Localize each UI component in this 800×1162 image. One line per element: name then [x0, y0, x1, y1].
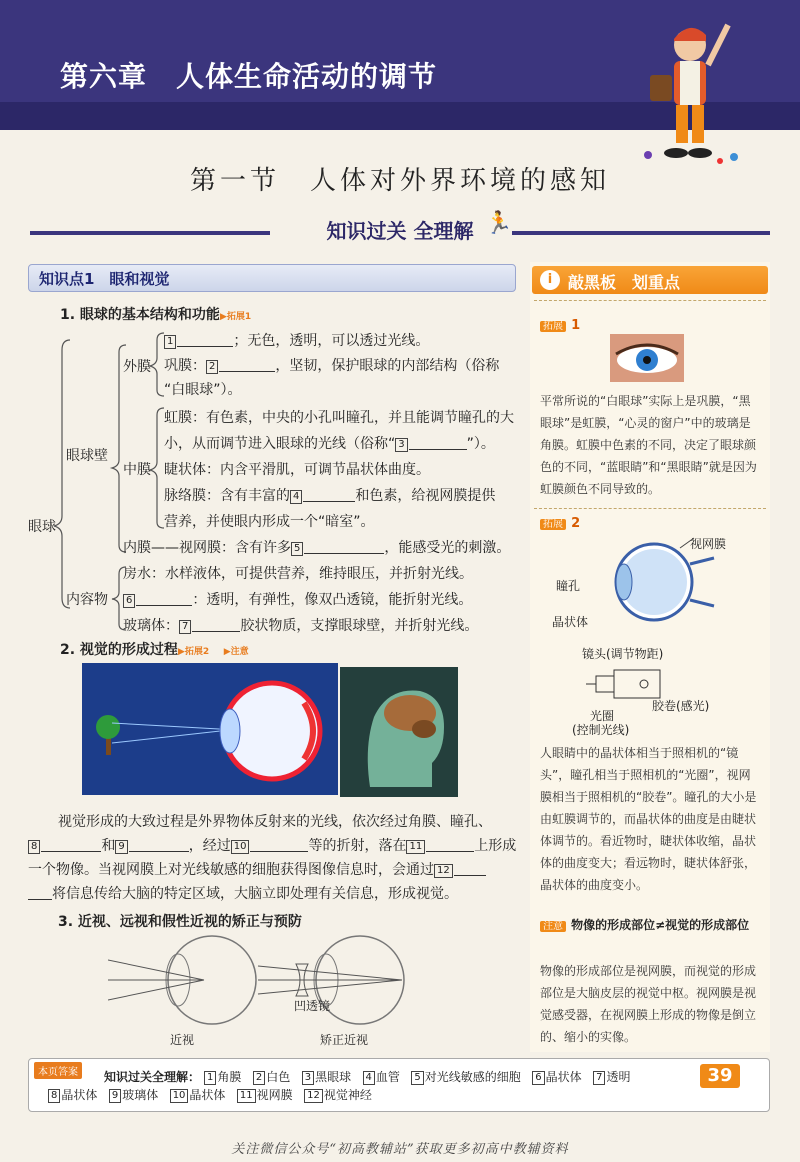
line-choroid-2: 营养，并使眼内形成一个“暗室”。: [164, 514, 375, 530]
answer-blank-12[interactable]: [454, 875, 486, 876]
answer-blank-10[interactable]: [250, 851, 308, 852]
answer-blank-9[interactable]: [129, 851, 189, 852]
knowledge-point-bar: [28, 264, 516, 292]
vision-text-1: 视觉形成的大致过程是外界物体反射来的光线，依次经过角膜、瞳孔、: [58, 814, 492, 830]
sidebar-text-2: 人眼睛中的晶状体相当于照相机的“镜头”，瞳孔相当于照相机的“光圈”，视网膜相当于照相机的“胶卷”。瞳孔的大小是由虹膜调节的，而晶状体的曲度是由睫状体调节的。看近物时，睫状体收缩，晶状体的曲度变大；看远物时，睫状体舒张，晶状体的曲度变小。: [540, 746, 757, 892]
answer-badge: 本页答案: [34, 1062, 82, 1079]
outer-layer-label: 外膜: [123, 359, 151, 375]
lens-label: 晶状体: [552, 615, 589, 629]
middle-layer-label: 中膜: [123, 462, 151, 478]
concave-lens-label: 凹透镜: [294, 999, 331, 1013]
section-title: 第一节 人体对外界环境的感知: [189, 166, 610, 196]
section1-title: 1. 眼球的基本结构和功能▶拓展1: [60, 307, 252, 323]
vision-text-4: 将信息传给大脑的特定区域，大脑立即处理有关信息，形成视觉。: [28, 884, 458, 904]
line-sclera: 巩膜： 2 ，坚韧，保护眼球的内部结构（俗称: [164, 358, 500, 374]
line-vitreous: 玻璃体： 7 胶状物质，支撑眼球壁，并折射光线。: [123, 618, 479, 634]
answer-blank-4[interactable]: [303, 501, 355, 502]
note-heading: 注意 物像的形成部位≠视觉的形成部位: [540, 914, 770, 936]
line-lens: 6 ：透明，有弹性，像双凸透镜，能折射光线。: [123, 590, 472, 610]
line-sclera-2: “白眼球”）。: [164, 382, 242, 398]
extend-2-label: 拓展 2: [540, 512, 580, 531]
line-ciliary: 睫状体：内含平滑肌，可调节晶状体曲度。: [164, 462, 430, 478]
sidebar-header: [532, 266, 768, 294]
section2-title: 2. 视觉的形成过程▶拓展2 ▶注意: [60, 642, 249, 658]
retina-label: 视网膜: [690, 537, 727, 551]
sidebar-divider: [534, 300, 766, 301]
page-number: 39: [700, 1064, 740, 1088]
answer-blank-3[interactable]: [409, 449, 467, 450]
film-label: 胶卷(感光): [652, 699, 710, 713]
line-choroid: 脉络膜：含有丰富的 4 和色素，给视网膜提供: [164, 488, 496, 504]
vision-text-3: 一个物像。当视网膜上对光线敏感的细胞获得图像信息时，会通过 12: [28, 860, 486, 880]
aperture-label: 光圈: [590, 709, 615, 723]
answer-title: 知识过关全理解：: [104, 1070, 201, 1084]
lightbulb-icon: i: [540, 270, 560, 290]
sidebar-divider: [534, 508, 766, 509]
eye-wall-label: 眼球壁: [66, 448, 108, 464]
line-aqueous: 房水：水样液体，可提供营养，维持眼压，并折射光线。: [123, 566, 473, 582]
correction-caption: 矫正近视: [320, 1033, 369, 1047]
chapter-title: 第六章 人体生命活动的调节: [60, 60, 438, 93]
mascot-illustration: [630, 5, 750, 165]
myopia-diagram: [108, 930, 420, 1030]
answer-row-2: 8 晶状体 9 玻璃体 10 晶状体 11 视网膜 12 视觉神经: [48, 1086, 372, 1103]
contents-label: 内容物: [66, 592, 108, 608]
knowledge-bar: [30, 211, 770, 243]
sidebar-text-3: 物像的形成部位是视网膜，而视觉的形成部位是大脑皮层的视觉中枢。视网膜是视觉感受器，在视网膜上形成的物像是倒立的、缩小的实像。: [540, 964, 757, 1044]
line-iris-2: 小，从而调节进入眼球的光线（俗称“ 3 ”）。: [164, 436, 495, 452]
answer-blank-2[interactable]: [219, 371, 275, 372]
line-iris: 虹膜：有色素，中央的小孔叫瞳孔，并且能调节瞳孔的大: [164, 410, 514, 426]
aperture-sub-label: (控制光线): [572, 723, 630, 737]
footer-note: 关注微信公众号“初高教辅站”获取更多初高中教辅资料: [231, 1142, 569, 1157]
answer-blank-12-cont[interactable]: [28, 899, 52, 900]
myopia-caption: 近视: [170, 1033, 195, 1047]
line-retina: 内膜——视网膜：含有许多 5 ，能感受光的刺激。: [123, 540, 511, 556]
answer-box: [28, 1058, 770, 1112]
camera-lens-label: 镜头(调节物距): [582, 647, 664, 661]
line-cornea: 1 ；无色，透明，可以透过光线。: [164, 331, 429, 351]
answer-blank-11[interactable]: [426, 851, 474, 852]
answer-row-1: 1 角膜 2 白色 3 黑眼球 4 血管 5 对光线敏感的细胞 6 晶状体 7 透明: [204, 1068, 630, 1085]
knowledge-title: 知识过关 全理解: [326, 219, 474, 243]
brain-head-image: [340, 667, 458, 797]
answer-blank-5[interactable]: [304, 553, 384, 554]
runner-icon: 🏃: [485, 211, 513, 236]
extend-tag: ▶拓展1: [219, 312, 252, 322]
answer-blank-7[interactable]: [192, 631, 240, 632]
answer-blank-1[interactable]: [177, 346, 233, 347]
knowledge-point-title: 知识点1 眼和视觉: [39, 270, 170, 288]
extend-1-label: 拓展 1: [540, 314, 580, 333]
pupil-label: 瞳孔: [556, 579, 581, 593]
eye-photo: [610, 334, 684, 382]
sidebar-text-1: 平常所说的“白眼球”实际上是巩膜，“黑眼球”是虹膜，“心灵的窗户”中的玻璃是角膜。虹膜中色素的不同，决定了眼球颜色的不同，“蓝眼睛”和“黑眼睛”就是因为虹膜颜色不同导致的。: [540, 394, 757, 496]
section3-title: 3. 近视、远视和假性近视的矫正与预防: [58, 914, 302, 930]
vision-process-image: [82, 663, 338, 795]
answer-blank-6[interactable]: [136, 605, 192, 606]
eyeball-label: 眼球: [28, 519, 56, 535]
vision-text-2: 8 和 9 ，经过 10 等的折射，落在 11 上形成: [28, 836, 516, 856]
sidebar-title: 敲黑板 划重点: [568, 273, 681, 292]
answer-blank-8[interactable]: [41, 851, 101, 852]
